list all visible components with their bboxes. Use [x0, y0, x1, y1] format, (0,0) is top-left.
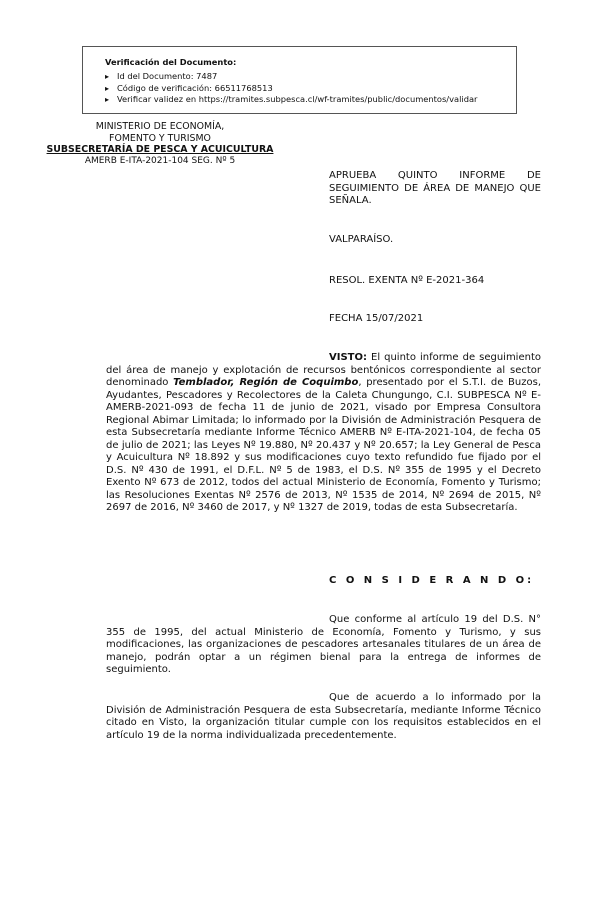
visto-sector: Temblador, Región de Coquimbo: [173, 377, 359, 388]
resolution-subject: APRUEBA QUINTO INFORME DE SEGUIMIENTO DE ÁREA DE MANEJO QUE SEÑALA.: [329, 170, 541, 206]
visto-text-b: , presentado por el S.T.I. de Buzos, Ayudantes, Pescadores y Recolectores de la Caleta Chungungo, C.I. SUBPESCA Nº E-AMERB-2021-093 de fecha 11 de junio de 2021, visado por Empresa Consultora Regional Abimar Limitada; lo informado por la División de Administración Pesquera de esta Subsecretaría mediante Informe Técnico AMERB Nº E-ITA-2021-104, de fecha 05 de julio de 2021; las Leyes Nº 19.880, Nº 20.437 y Nº 20.657; la Ley General de Pesca y Acuicultura Nº 18.892 y sus modificaciones cuyo texto refundido fue fijado por el D.S. Nº 430 de 1991, el D.F.L. Nº 5 de 1983, el D.S. Nº 355 de 1995 y el Decreto Exento Nº 673 de 2012, todos del actual Ministerio de Economía, Fomento y Turismo; las Resoluciones Exentas Nº 2576 de 2013, Nº 1535 de 2014, Nº 2694 de 2015, Nº 2697 de 2016, Nº 3460 de 2017, y Nº 1327 de 2019, todas de esta Subsecretaría.: [106, 377, 541, 513]
verification-url[interactable]: ▸ Verificar validez en https://tramites.subpesca.cl/wf-tramites/public/documentos/validar: [105, 94, 516, 106]
considerando-paragraph-2: [106, 692, 541, 742]
considerando-heading: C O N S I D E R A N D O:: [329, 575, 535, 586]
verification-title: Verificación del Documento:: [105, 57, 237, 67]
ministry-name-line2: FOMENTO Y TURISMO: [109, 132, 211, 144]
verification-code: ▸ Código de verificación: 66511768513: [105, 83, 516, 95]
document-id: ▸ Id del Documento: 7487: [105, 71, 516, 83]
subsecretaria-name: SUBSECRETARÍA DE PESCA Y ACUICULTURA: [46, 144, 274, 155]
ministry-header: [30, 121, 290, 167]
ministry-name-line1: MINISTERIO DE ECONOMÍA,: [95, 121, 225, 132]
paragraph-2-text: Que de acuerdo a lo informado por la División de Administración Pesquera de esta Subsecretaría, mediante Informe Técnico citado en Visto, la organización titular cumple con los requisitos establecidos en el artículo 19 de la norma individualizada precedentemente.: [106, 692, 541, 741]
visto-paragraph: [106, 352, 541, 515]
visto-label: VISTO:: [329, 352, 367, 363]
resolution-number: RESOL. EXENTA Nº E-2021-364: [329, 275, 485, 286]
verification-box: [82, 46, 517, 114]
resolution-date: FECHA 15/07/2021: [329, 313, 424, 324]
verification-list: [105, 71, 516, 106]
paragraph-1-text: Que conforme al artículo 19 del D.S. N° 355 de 1995, del actual Ministerio de Economía, Fomento y Turismo, y sus modificaciones, las organizaciones de pescadores artesanales titulares de un área de manejo, podrán optar a un régimen bienal para la entrega de informes de seguimiento.: [106, 614, 541, 675]
place: VALPARAÍSO.: [329, 234, 394, 245]
visto-text-a: El quinto informe de seguimiento del área de manejo y explotación de recursos bentónicos correspondiente al sector denominado: [106, 352, 541, 388]
reference-code: AMERB E-ITA-2021-104 SEG. Nº 5: [84, 155, 236, 166]
considerando-paragraph-1: [106, 614, 541, 677]
